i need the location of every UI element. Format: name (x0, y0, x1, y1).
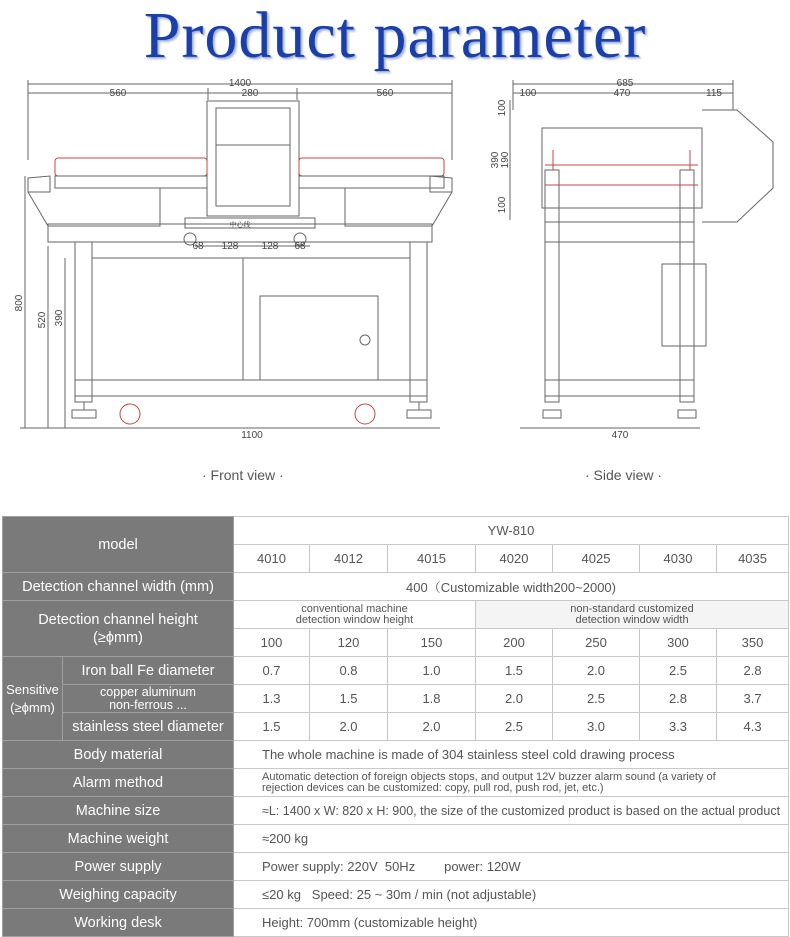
dim-1100: 1100 (241, 430, 263, 441)
model-name: YW-810 (234, 517, 789, 545)
technical-drawing (0, 72, 790, 467)
spec-label: Weighing capacity (3, 881, 234, 909)
sens-row-label: stainless steel diameter (63, 713, 234, 741)
dim-280: 280 (241, 88, 259, 99)
front-view-labels (14, 78, 394, 441)
dim-68-right: 68 (294, 241, 306, 252)
dim-685: 685 (616, 78, 634, 89)
sens-cell: 1.5 (476, 657, 553, 685)
sens-cell: 3.7 (717, 685, 789, 713)
front-view-drawing (20, 80, 452, 428)
spec-table (2, 516, 789, 937)
sens-cell: 2.5 (476, 713, 553, 741)
sens-cell: 1.5 (234, 713, 310, 741)
dim-v100b: 100 (497, 196, 508, 214)
dim-390: 390 (54, 309, 65, 327)
center-mark: 中心线 (229, 222, 251, 229)
sens-cell: 2.0 (310, 713, 388, 741)
sens-cell: 1.5 (310, 685, 388, 713)
model-cell: 4030 (640, 545, 717, 573)
model-label: model (3, 517, 234, 573)
sens-cell: 2.0 (476, 685, 553, 713)
dim-128-right: 128 (261, 241, 279, 252)
height-cell: 120 (310, 629, 388, 657)
spec-value: Height: 700mm (customizable height) (234, 909, 789, 937)
sens-cell: 1.0 (388, 657, 476, 685)
model-cell: 4012 (310, 545, 388, 573)
dim-68-left: 68 (192, 241, 204, 252)
width-value: 400（Customizable width200~2000) (234, 573, 789, 601)
dim-100: 100 (519, 88, 537, 99)
spec-label: Machine weight (3, 825, 234, 853)
side-view-labels (490, 78, 722, 441)
sens-cell: 2.8 (717, 657, 789, 685)
height-cell: 100 (234, 629, 310, 657)
spec-value: ≈L: 1400 x W: 820 x H: 900, the size of the customized product is based on the actual product (234, 797, 789, 825)
sens-cell: 1.8 (388, 685, 476, 713)
dim-115: 115 (706, 88, 722, 99)
sensitive-label: Sensitive (≥ϕmm) (3, 657, 63, 741)
spec-label: Machine size (3, 797, 234, 825)
side-view-drawing (510, 80, 773, 428)
width-label: Detection channel width (mm) (3, 573, 234, 601)
height-label: Detection channel height (≥ϕmm) (3, 601, 234, 657)
height-cell: 200 (476, 629, 553, 657)
dim-v190: 190 (500, 151, 511, 169)
spec-label: Alarm method (3, 769, 234, 797)
sens-cell: 3.0 (553, 713, 640, 741)
spec-value: The whole machine is made of 304 stainless steel cold drawing process (234, 741, 789, 769)
spec-value: ≤20 kg Speed: 25 ~ 30m / min (not adjustable) (234, 881, 789, 909)
sens-row-label: copper aluminum non-ferrous ... (63, 685, 234, 713)
spec-label: Working desk (3, 909, 234, 937)
sens-cell: 2.5 (553, 685, 640, 713)
dim-128-left: 128 (221, 241, 239, 252)
dim-520: 520 (37, 311, 48, 329)
dim-v100a: 100 (497, 99, 508, 117)
front-view-caption: · Front view · (202, 467, 284, 483)
sens-cell: 2.8 (640, 685, 717, 713)
model-cell: 4035 (717, 545, 789, 573)
dim-560-right: 560 (376, 88, 394, 99)
model-cell: 4025 (553, 545, 640, 573)
spec-value: Power supply: 220V 50Hz power: 120W (234, 853, 789, 881)
dim-470: 470 (613, 88, 631, 99)
model-cell: 4010 (234, 545, 310, 573)
conventional-label: conventional machine detection window height (234, 601, 476, 629)
spec-value: ≈200 kg (234, 825, 789, 853)
dim-800: 800 (14, 294, 25, 312)
model-cell: 4015 (388, 545, 476, 573)
dim-side-470: 470 (611, 430, 629, 441)
dim-1400: 1400 (228, 78, 252, 89)
dim-560-left: 560 (109, 88, 127, 99)
model-cell: 4020 (476, 545, 553, 573)
sens-cell: 3.3 (640, 713, 717, 741)
height-cell: 300 (640, 629, 717, 657)
sens-cell: 2.0 (388, 713, 476, 741)
custom-label: non-standard customized detection window width (476, 601, 789, 629)
sens-cell: 2.5 (640, 657, 717, 685)
side-view-caption: · Side view · (585, 467, 663, 483)
spec-value: Automatic detection of foreign objects stops, and output 12V buzzer alarm sound (a variety of rejection devices can be customized: copy, pull rod, push rod, jet, etc.) (234, 769, 789, 797)
spec-label: Power supply (3, 853, 234, 881)
height-cell: 150 (388, 629, 476, 657)
sens-row-label: Iron ball Fe diameter (63, 657, 234, 685)
height-cell: 250 (553, 629, 640, 657)
spec-label: Body material (3, 741, 234, 769)
sens-cell: 1.3 (234, 685, 310, 713)
dim-v390: 390 (490, 151, 501, 169)
height-cell: 350 (717, 629, 789, 657)
page-title: Product parameter (143, 0, 647, 72)
sens-cell: 0.7 (234, 657, 310, 685)
sens-cell: 4.3 (717, 713, 789, 741)
sens-cell: 2.0 (553, 657, 640, 685)
sens-cell: 0.8 (310, 657, 388, 685)
